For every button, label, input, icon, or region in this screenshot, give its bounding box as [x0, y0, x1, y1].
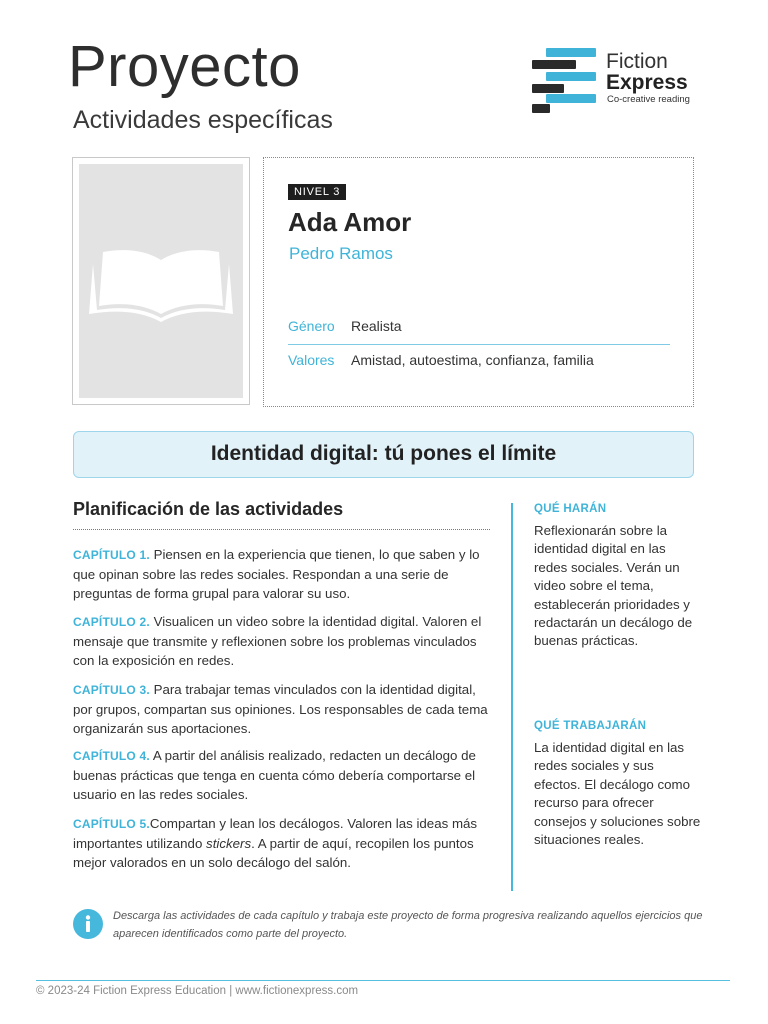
project-title: Identidad digital: tú pones el límite	[210, 442, 557, 465]
chapter-item	[73, 746, 493, 804]
chapter-text: Para trabajar temas vinculados con la identidad digital, por grupos, compartan sus opiniones. Los responsables de cada tema organizarán sus aportaciones.	[73, 682, 488, 736]
footer-text: © 2023-24 Fiction Express Education | www.fictionexpress.com	[36, 985, 359, 997]
what-text: Reflexionarán sobre la identidad digital en las redes sociales. Verán un video sobre el tema, establecerán prioridades y redactarán un decálogo de buenas prácticas.	[534, 523, 693, 649]
chapter-item	[73, 545, 493, 603]
planning-divider	[73, 529, 490, 530]
cover-placeholder	[79, 164, 243, 398]
values-label: Valores	[288, 352, 335, 368]
work-text: La identidad digital en las redes sociales y sus efectos. El decálogo como recurso para ofrecer consejos y soluciones sobre situaciones reales.	[534, 740, 701, 848]
chapter-label: CAPÍTULO 3.	[73, 683, 150, 697]
info-icon	[73, 909, 103, 939]
fiction-express-logo	[532, 46, 702, 116]
chapter-item	[73, 680, 493, 738]
chapter-item	[73, 612, 493, 670]
level-badge: NIVEL 3	[288, 184, 346, 200]
logo-word-express: Express	[606, 71, 688, 94]
sidebar-divider	[511, 503, 513, 891]
work-heading: QUÉ TRABAJARÁN	[534, 720, 647, 732]
chapter-text: Visualicen un video sobre la identidad digital. Valoren el mensaje que transmite y reflexionen sobre los problemas vinculados con la exposición en redes.	[73, 614, 482, 668]
note-text: Descarga las actividades de cada capítulo y trabaja este proyecto de forma progresiva realizando aquellos ejercicios que aparecen identificados como parte del proyecto.	[113, 910, 703, 940]
planning-heading: Planificación de las actividades	[73, 499, 344, 519]
chapter-label: CAPÍTULO 4.	[73, 749, 150, 763]
open-book-icon	[79, 164, 243, 398]
project-banner	[73, 431, 694, 478]
chapter-text: Compartan y lean los decálogos. Valoren las ideas más importantes utilizando	[73, 816, 478, 851]
what-heading: QUÉ HARÁN	[534, 503, 607, 515]
page-title: Proyecto	[68, 34, 301, 99]
genre-label: Género	[288, 318, 335, 334]
book-cover	[72, 157, 250, 405]
chapter-text: Piensen en la experiencia que tienen, lo que saben y lo que opinan sobre las redes sociales. Respondan a una serie de preguntas de forma grupal para valorar su uso.	[73, 547, 480, 601]
chapter-item	[73, 814, 493, 872]
logo-tagline: Co-creative reading	[607, 94, 690, 105]
logo-word-fiction: Fiction	[606, 50, 668, 73]
book-author: Pedro Ramos	[289, 244, 393, 263]
genre-value: Realista	[351, 318, 402, 334]
footer-divider	[36, 980, 730, 981]
chapter-label: CAPÍTULO 2.	[73, 615, 150, 629]
logo-mark-icon	[532, 46, 598, 116]
meta-divider	[288, 344, 670, 345]
page-subtitle: Actividades específicas	[73, 106, 333, 134]
book-title: Ada Amor	[288, 207, 412, 237]
chapter-text: . A partir de aquí, recopilen los puntos mejor valorados en un solo decálogo del salón.	[73, 836, 474, 870]
chapter-text: A partir del análisis realizado, redacten un decálogo de buenas prácticas que tenga en cuenta cómo debería comportarse el usuario en las redes sociales.	[73, 748, 476, 802]
values-value: Amistad, autoestima, confianza, familia	[351, 352, 594, 368]
chapter-text-italic: stickers	[206, 836, 252, 851]
chapter-label: CAPÍTULO 5.	[73, 817, 150, 831]
chapter-label: CAPÍTULO 1.	[73, 548, 150, 562]
